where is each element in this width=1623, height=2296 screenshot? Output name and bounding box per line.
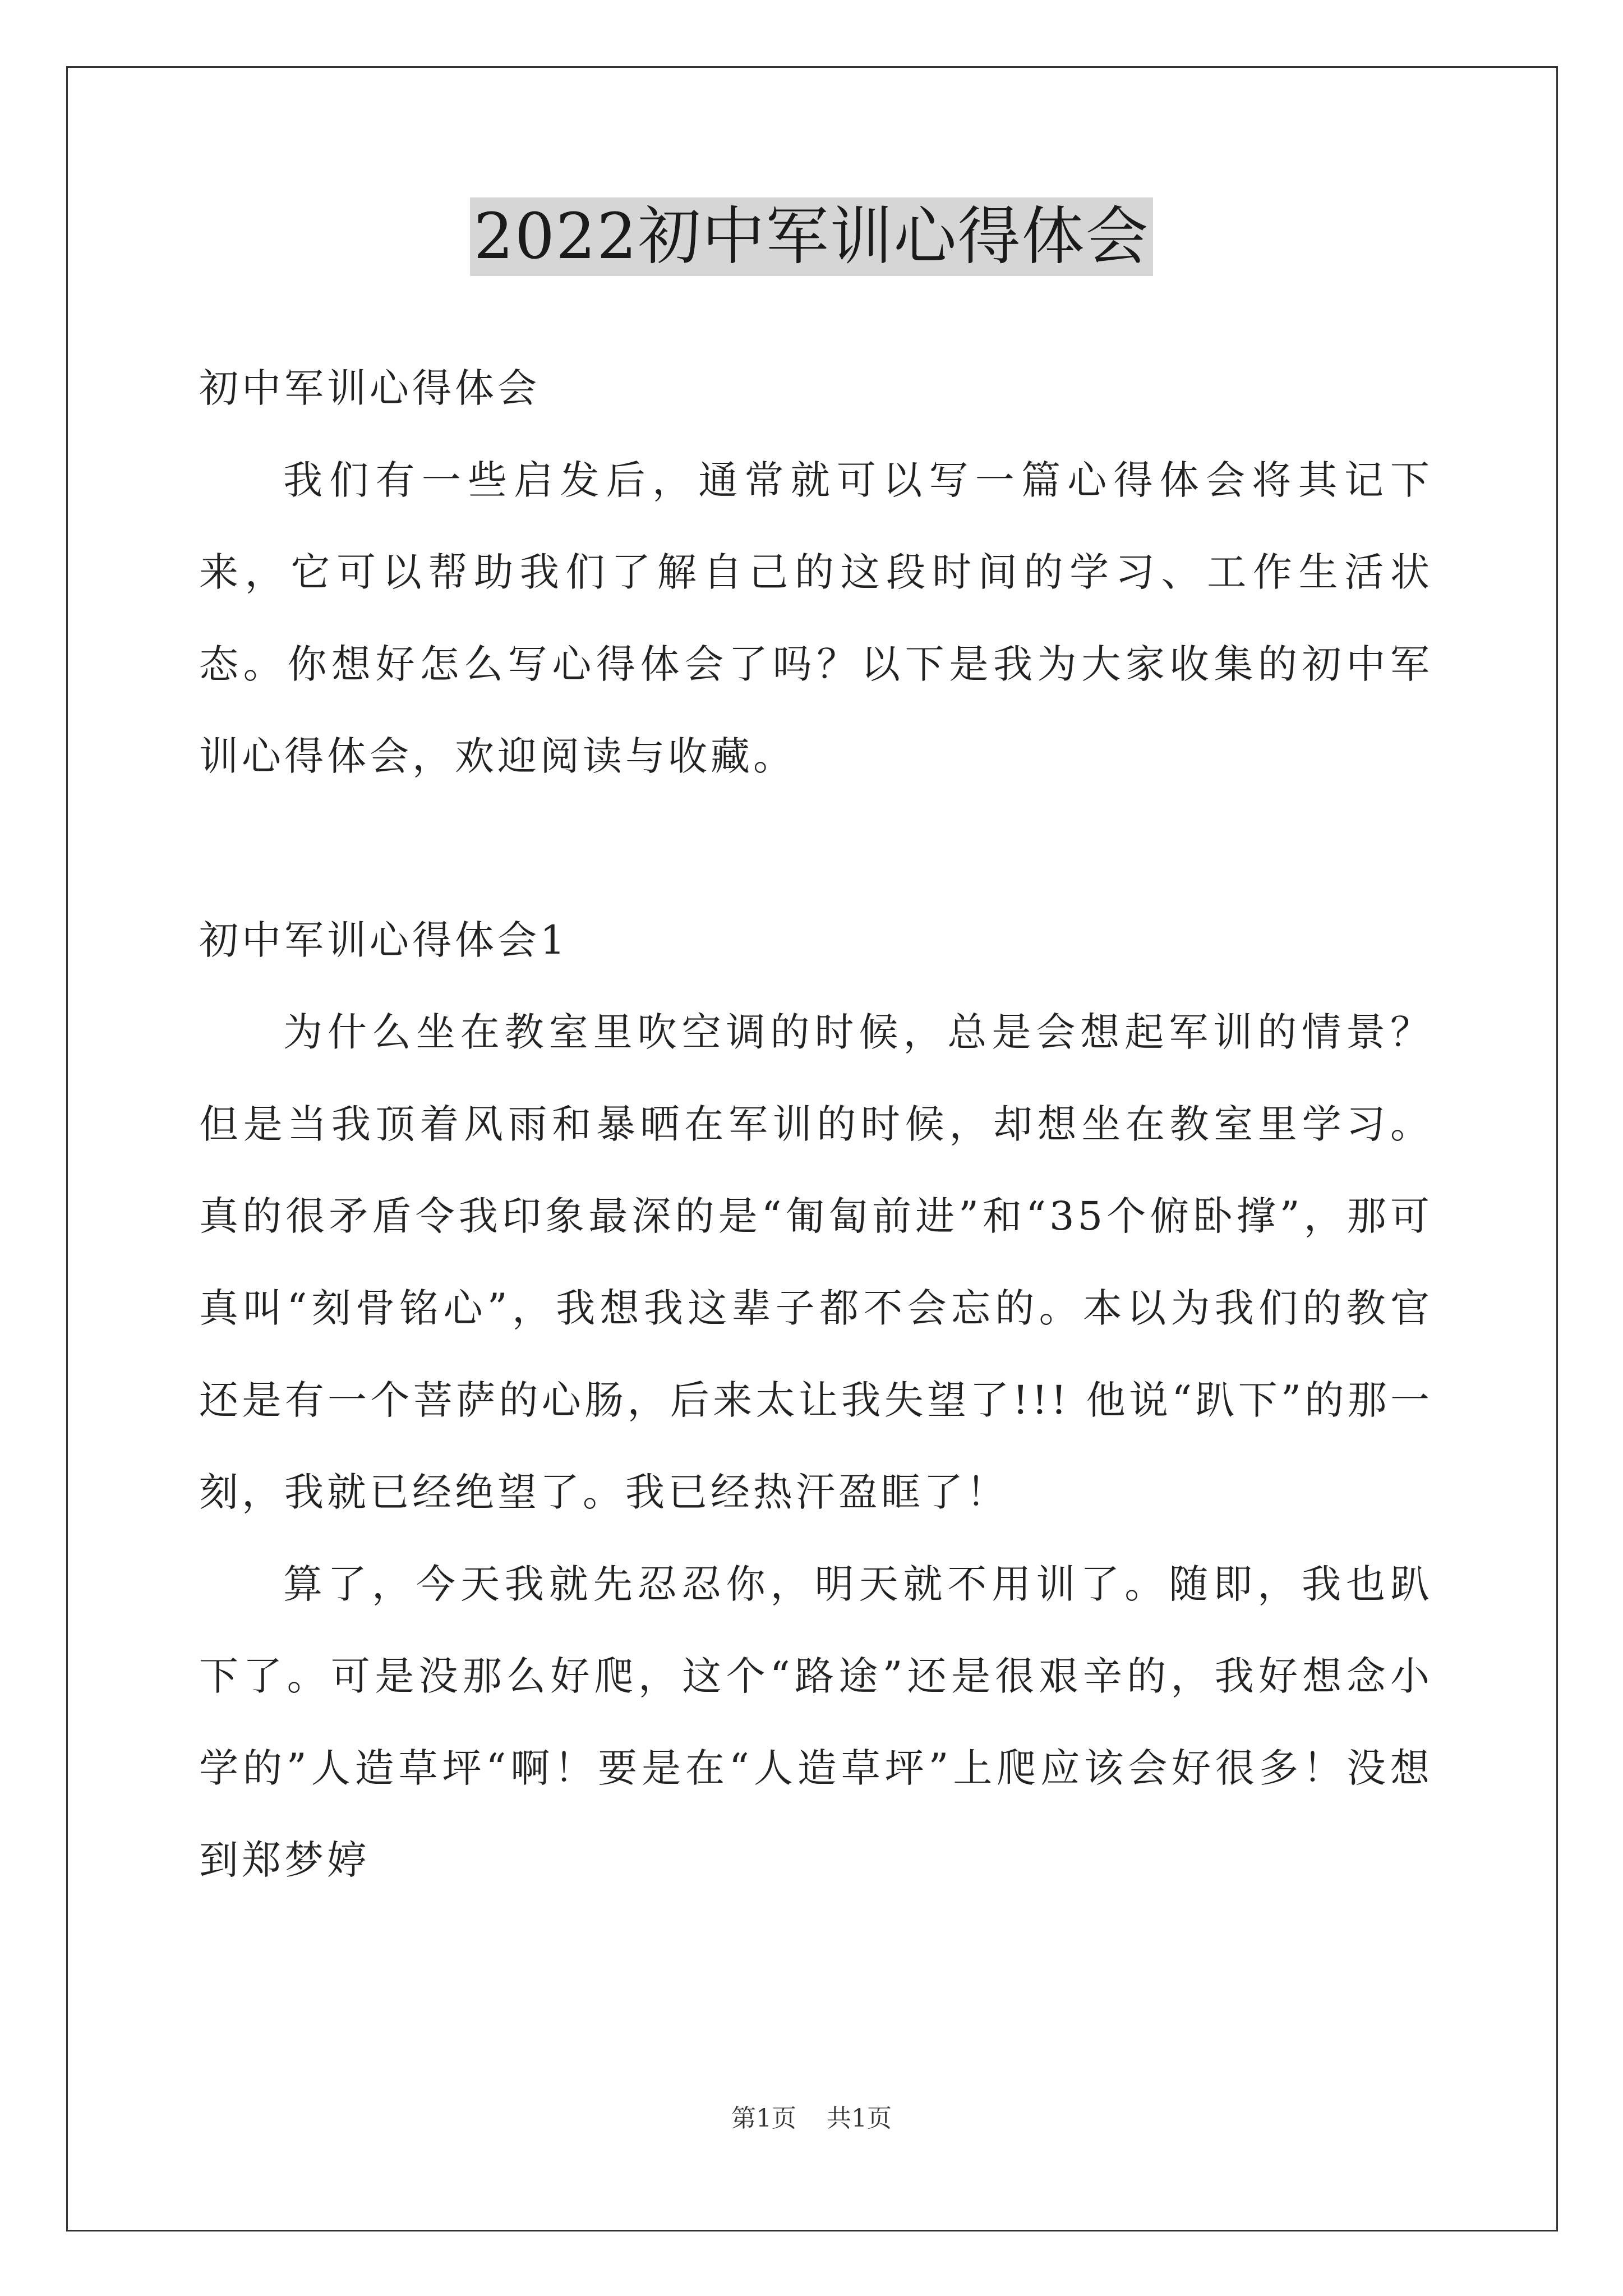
section-gap <box>199 802 1433 894</box>
section1-heading: 初中军训心得体会1 <box>199 917 569 963</box>
document-title: 2022初中军训心得体会 <box>470 197 1152 276</box>
section1-paragraph-1: 为什么坐在教室里吹空调的时候，总是会想起军训的情景？但是当我顶着风雨和暴晒在军训的时候，却想坐在教室里学习。真的很矛盾令我印象最深的是“匍匐前进”和“35个俯卧撑”，那可真叫“刻骨铭心”，我想我这辈子都不会忘的。本以为我们的教官还是有一个菩萨的心肠，后来太让我失望了!!! 他说“趴下”的那一刻，我就已经绝望了。我已经热汗盈眶了！ <box>199 1009 1433 1515</box>
page-footer <box>0 2098 1623 2134</box>
page-number: 第1页 <box>731 2104 796 2133</box>
intro-heading: 初中军训心得体会 <box>199 365 540 411</box>
title-container <box>0 197 1623 276</box>
document-body <box>199 342 1433 1906</box>
intro-paragraph: 我们有一些启发后，通常就可以写一篇心得体会将其记下来，它可以帮助我们了解自己的这段时间的学习、工作生活状态。你想好怎么写心得体会了吗？以下是我为大家收集的初中军训心得体会，欢迎阅读与收藏。 <box>199 457 1433 779</box>
section1-paragraph-2: 算了，今天我就先忍忍你，明天就不用训了。随即，我也趴下了。可是没那么好爬，这个“路途”还是很艰辛的，我好想念小学的”人造草坪“啊！要是在“人造草坪”上爬应该会好很多！没想到郑梦婷 <box>199 1561 1433 1883</box>
page-total: 共1页 <box>827 2104 892 2133</box>
